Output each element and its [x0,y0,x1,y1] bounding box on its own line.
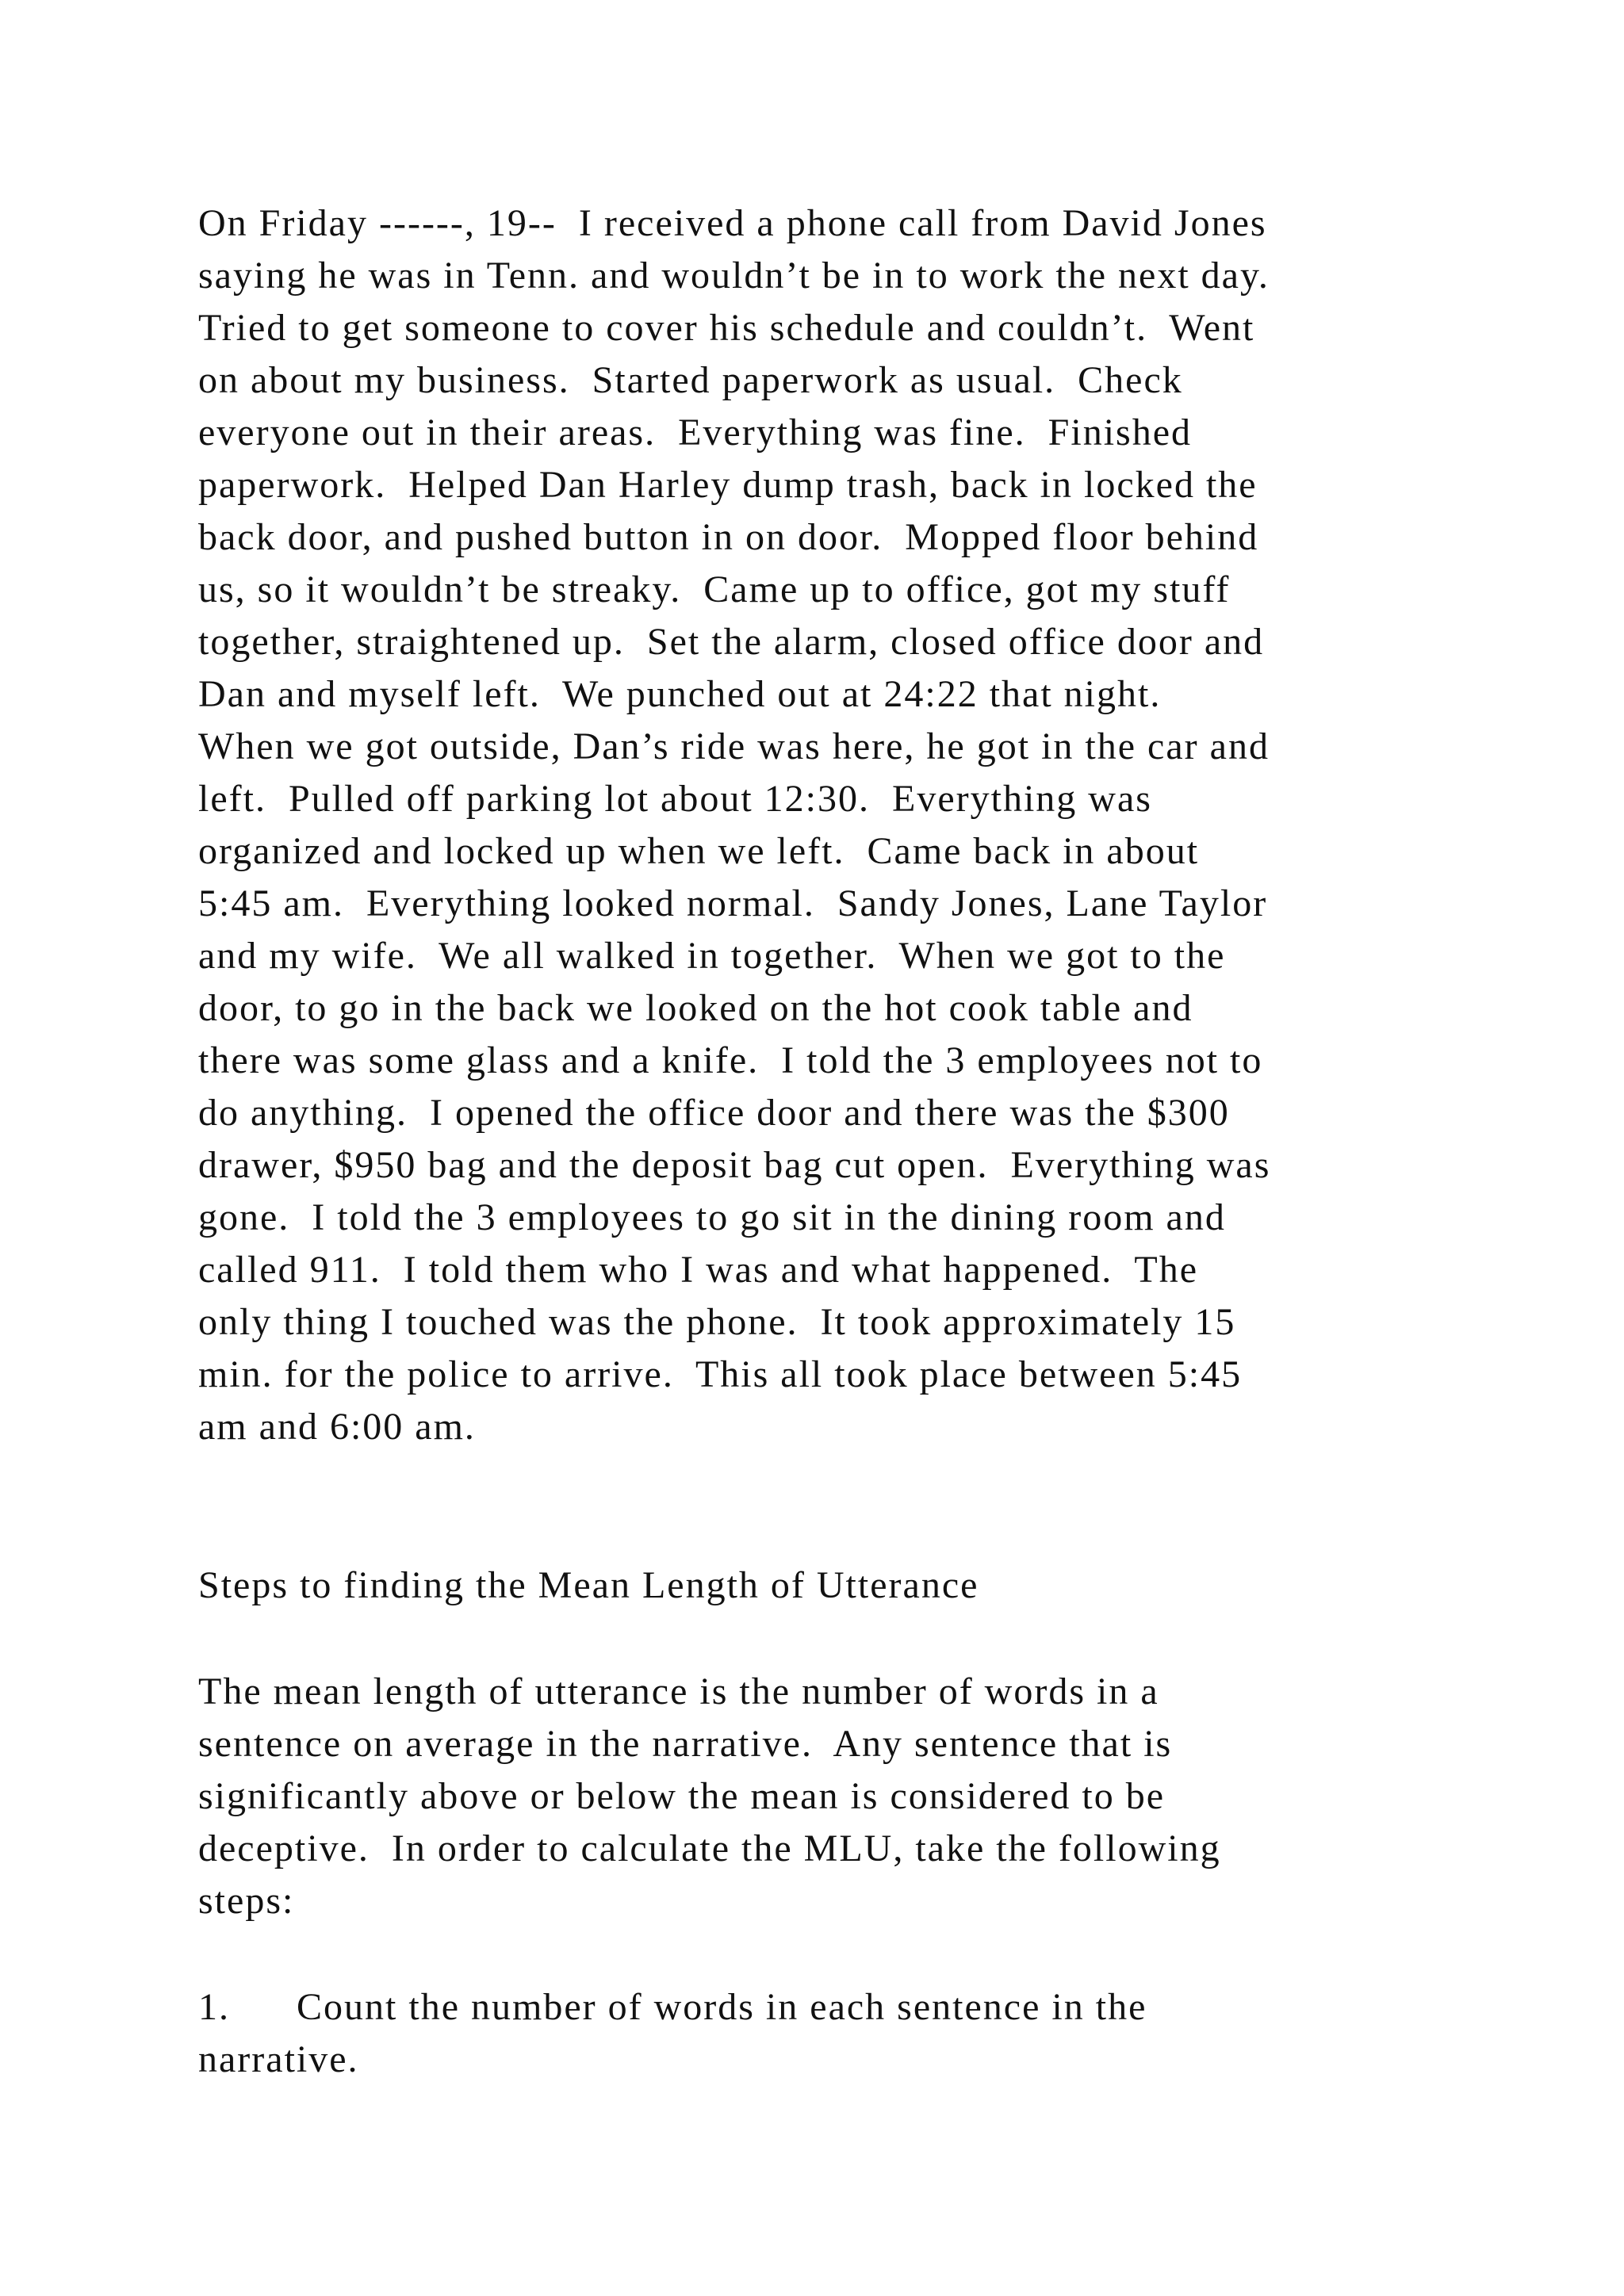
narrative-line: called 911. I told them who I was and what happened. The [198,1249,1199,1291]
narrative-line: on about my business. Started paperwork as usual. Check [198,359,1183,401]
narrative-line: us, so it wouldn’t be streaky. Came up to office, got my stuff [198,568,1231,610]
narrative-line: am and 6:00 am. [198,1406,476,1448]
intro-line: significantly above or below the mean is considered to be [198,1775,1166,1817]
narrative-line: do anything. I opened the office door and there was the $300 [198,1092,1230,1134]
narrative-line: door, to go in the back we looked on the hot cook table and [198,987,1193,1029]
narrative-line: drawer, $950 bag and the deposit bag cut open. Everything was [198,1144,1271,1186]
narrative-line: min. for the police to arrive. This all took place between 5:45 [198,1353,1243,1395]
narrative-line: only thing I touched was the phone. It took approximately 15 [198,1301,1236,1343]
narrative-line: together, straightened up. Set the alarm, closed office door and [198,621,1265,663]
narrative-line: left. Pulled off parking lot about 12:30. Everything was [198,778,1152,820]
step-1-text-line: narrative. [198,2038,359,2080]
narrative-line: and my wife. We all walked in together. When we got to the [198,935,1226,977]
narrative-line: On Friday ------, 19-- I received a phone call from David Jones [198,202,1267,244]
narrative-line: paperwork. Helped Dan Harley dump trash, back in locked the [198,464,1258,506]
narrative-line: organized and locked up when we left. Came back in about [198,830,1200,872]
narrative-line: Dan and myself left. We punched out at 24:22 that night. [198,673,1162,715]
narrative-line: saying he was in Tenn. and wouldn’t be in to work the next day. [198,254,1270,297]
narrative-line: there was some glass and a knife. I told the 3 employees not to [198,1039,1263,1081]
step-1-text-line: Count the number of words in each sentence in the [297,1986,1147,2028]
section-heading: Steps to finding the Mean Length of Utterance [198,1564,979,1606]
intro-line: The mean length of utterance is the number of words in a [198,1670,1159,1712]
narrative-line: When we got outside, Dan’s ride was here, he got in the car and [198,725,1270,767]
narrative-line: everyone out in their areas. Everything was fine. Finished [198,411,1193,453]
intro-line: steps: [198,1880,295,1922]
intro-line: deceptive. In order to calculate the MLU, take the following [198,1827,1221,1869]
narrative-line: back door, and pushed button in on door. Mopped floor behind [198,516,1259,558]
intro-line: sentence on average in the narrative. Any sentence that is [198,1723,1173,1765]
narrative-line: Tried to get someone to cover his schedule and couldn’t. Went [198,307,1255,349]
narrative-line: gone. I told the 3 employees to go sit in the dining room and [198,1196,1226,1238]
step-1-number: 1. [198,1986,230,2028]
narrative-line: 5:45 am. Everything looked normal. Sandy Jones, Lane Taylor [198,882,1268,924]
